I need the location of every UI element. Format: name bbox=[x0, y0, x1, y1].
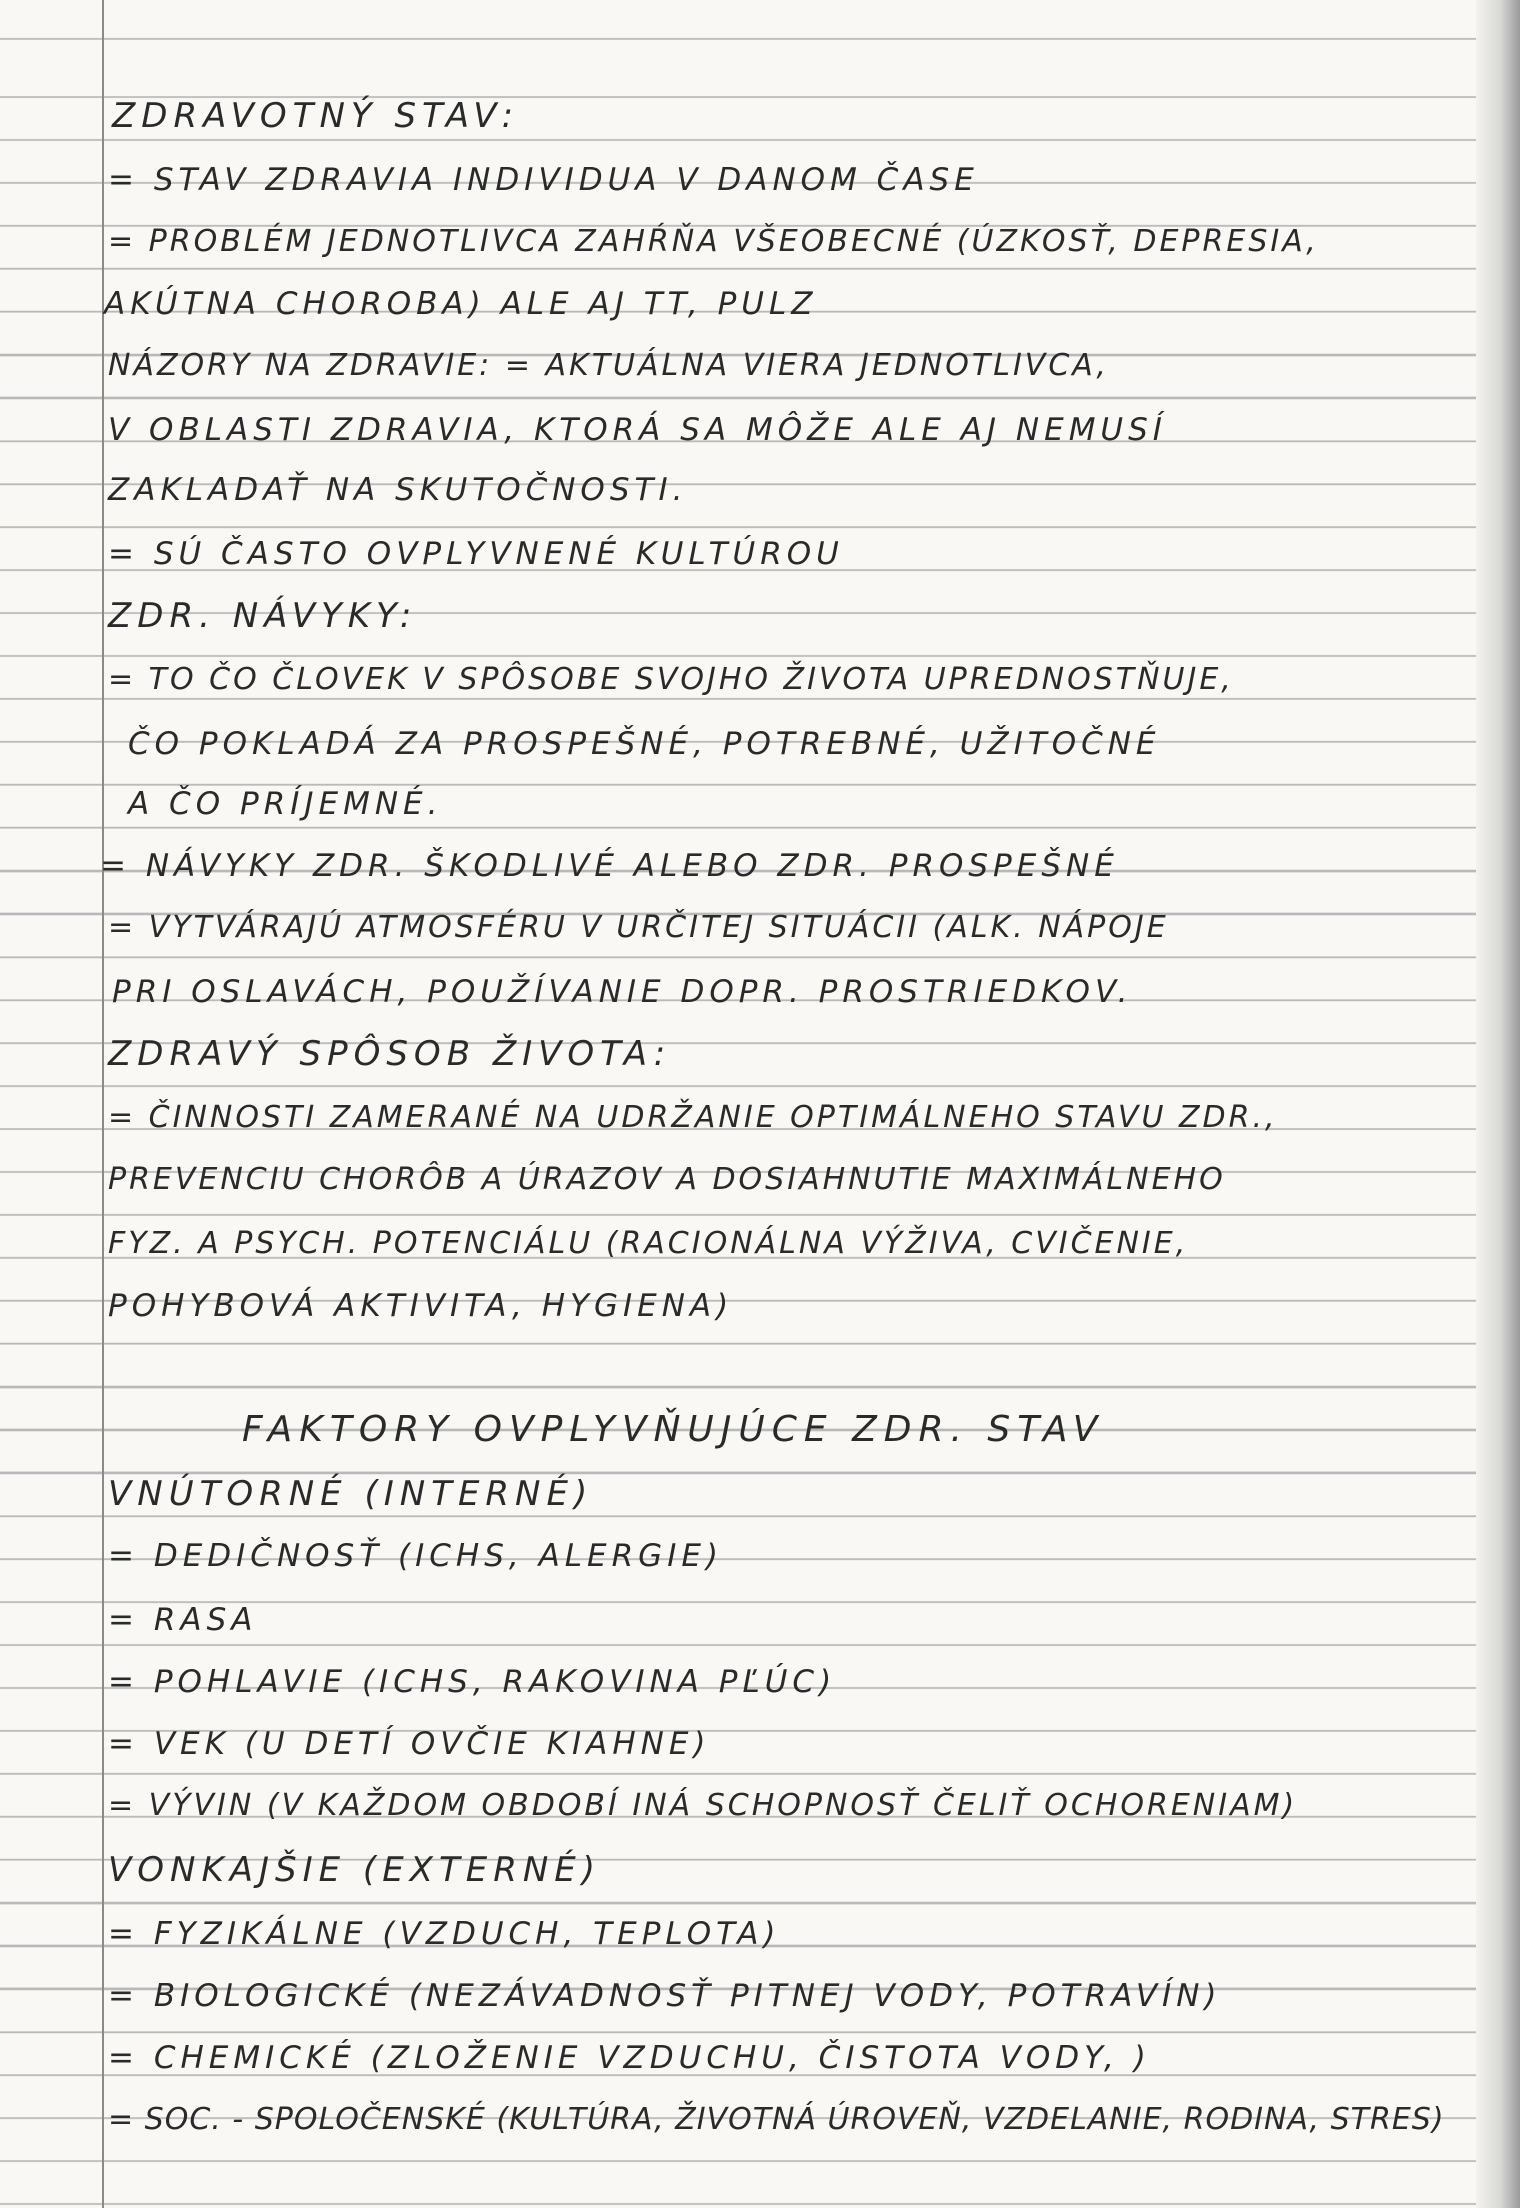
margin-line bbox=[102, 0, 104, 2208]
heading-external-factors: VONKAJŠIE (EXTERNÉ) bbox=[108, 1850, 602, 1890]
list-item: = SOC. - SPOLOČENSKÉ (KULTÚRA, ŽIVOTNÁ ÚROVEŇ, VZDELANIE, RODINA, STRES) bbox=[108, 2102, 1445, 2137]
note-line: = STAV ZDRAVIA INDIVIDUA V DANOM ČASE bbox=[108, 162, 979, 198]
list-item: = VEK (U DETÍ OVČIE KIAHNE) bbox=[108, 1726, 711, 1762]
heading-health-factors: FAKTORY OVPLYVŇUJÚCE ZDR. STAV bbox=[242, 1409, 1105, 1450]
note-line: PRI OSLAVÁCH, POUŽÍVANIE DOPR. PROSTRIEDKOV. bbox=[112, 974, 1133, 1010]
note-line: FYZ. A PSYCH. POTENCIÁLU (RACIONÁLNA VÝŽIVA, CVIČENIE, bbox=[108, 1226, 1189, 1261]
note-line: = PROBLÉM JEDNOTLIVCA ZAHŔŇA VŠEOBECNÉ (ÚZKOSŤ, DEPRESIA, bbox=[108, 224, 1319, 259]
list-item: = BIOLOGICKÉ (NEZÁVADNOSŤ PITNEJ VODY, POTRAVÍN) bbox=[108, 1978, 1222, 2014]
note-line: = TO ČO ČLOVEK V SPÔSOBE SVOJHO ŽIVOTA UPREDNOSTŇUJE, bbox=[108, 662, 1234, 697]
list-item: = DEDIČNOSŤ (ICHS, ALERGIE) bbox=[108, 1538, 724, 1574]
note-line: V OBLASTI ZDRAVIA, KTORÁ SA MÔŽE ALE AJ NEMUSÍ bbox=[108, 412, 1167, 448]
note-line: = ČINNOSTI ZAMERANÉ NA UDRŽANIE OPTIMÁLNEHO STAVU ZDR., bbox=[108, 1100, 1278, 1135]
page-edge-shadow bbox=[1476, 0, 1520, 2208]
list-item: = CHEMICKÉ (ZLOŽENIE VZDUCHU, ČISTOTA VODY, ) bbox=[108, 2040, 1151, 2076]
note-line: A ČO PRÍJEMNÉ. bbox=[128, 786, 443, 822]
note-line: ČO POKLADÁ ZA PROSPEŠNÉ, POTREBNÉ, UŽITOČNÉ bbox=[128, 726, 1161, 762]
heading-health-views: NÁZORY NA ZDRAVIE: = AKTUÁLNA VIERA JEDNOTLIVCA, bbox=[108, 348, 1109, 383]
list-item: = POHLAVIE (ICHS, RAKOVINA PĽÚC) bbox=[108, 1664, 837, 1700]
list-item: = VÝVIN (V KAŽDOM OBDOBÍ INÁ SCHOPNOSŤ ČELIŤ OCHORENIAM) bbox=[108, 1788, 1298, 1823]
note-line: PREVENCIU CHORÔB A ÚRAZOV A DOSIAHNUTIE MAXIMÁLNEHO bbox=[108, 1162, 1226, 1197]
heading-health-status: ZDRAVOTNÝ STAV: bbox=[112, 96, 520, 136]
note-line: = SÚ ČASTO OVPLYVNENÉ KULTÚROU bbox=[108, 536, 844, 572]
list-item: = RASA bbox=[108, 1602, 258, 1638]
list-item: = FYZIKÁLNE (VZDUCH, TEPLOTA) bbox=[108, 1916, 781, 1952]
note-line: = VYTVÁRAJÚ ATMOSFÉRU V URČITEJ SITUÁCII (ALK. NÁPOJE bbox=[108, 910, 1169, 945]
note-line: POHYBOVÁ AKTIVITA, HYGIENA) bbox=[108, 1288, 734, 1324]
note-line: AKÚTNA CHOROBA) ALE AJ TT, PULZ bbox=[104, 286, 818, 322]
heading-internal-factors: VNÚTORNÉ (INTERNÉ) bbox=[108, 1474, 594, 1514]
heading-health-habits: ZDR. NÁVYKY: bbox=[108, 596, 418, 636]
note-line: = NÁVYKY ZDR. ŠKODLIVÉ ALEBO ZDR. PROSPEŠNÉ bbox=[100, 848, 1119, 884]
note-line: ZAKLADAŤ NA SKUTOČNOSTI. bbox=[108, 472, 688, 508]
heading-healthy-lifestyle: ZDRAVÝ SPÔSOB ŽIVOTA: bbox=[108, 1034, 672, 1074]
